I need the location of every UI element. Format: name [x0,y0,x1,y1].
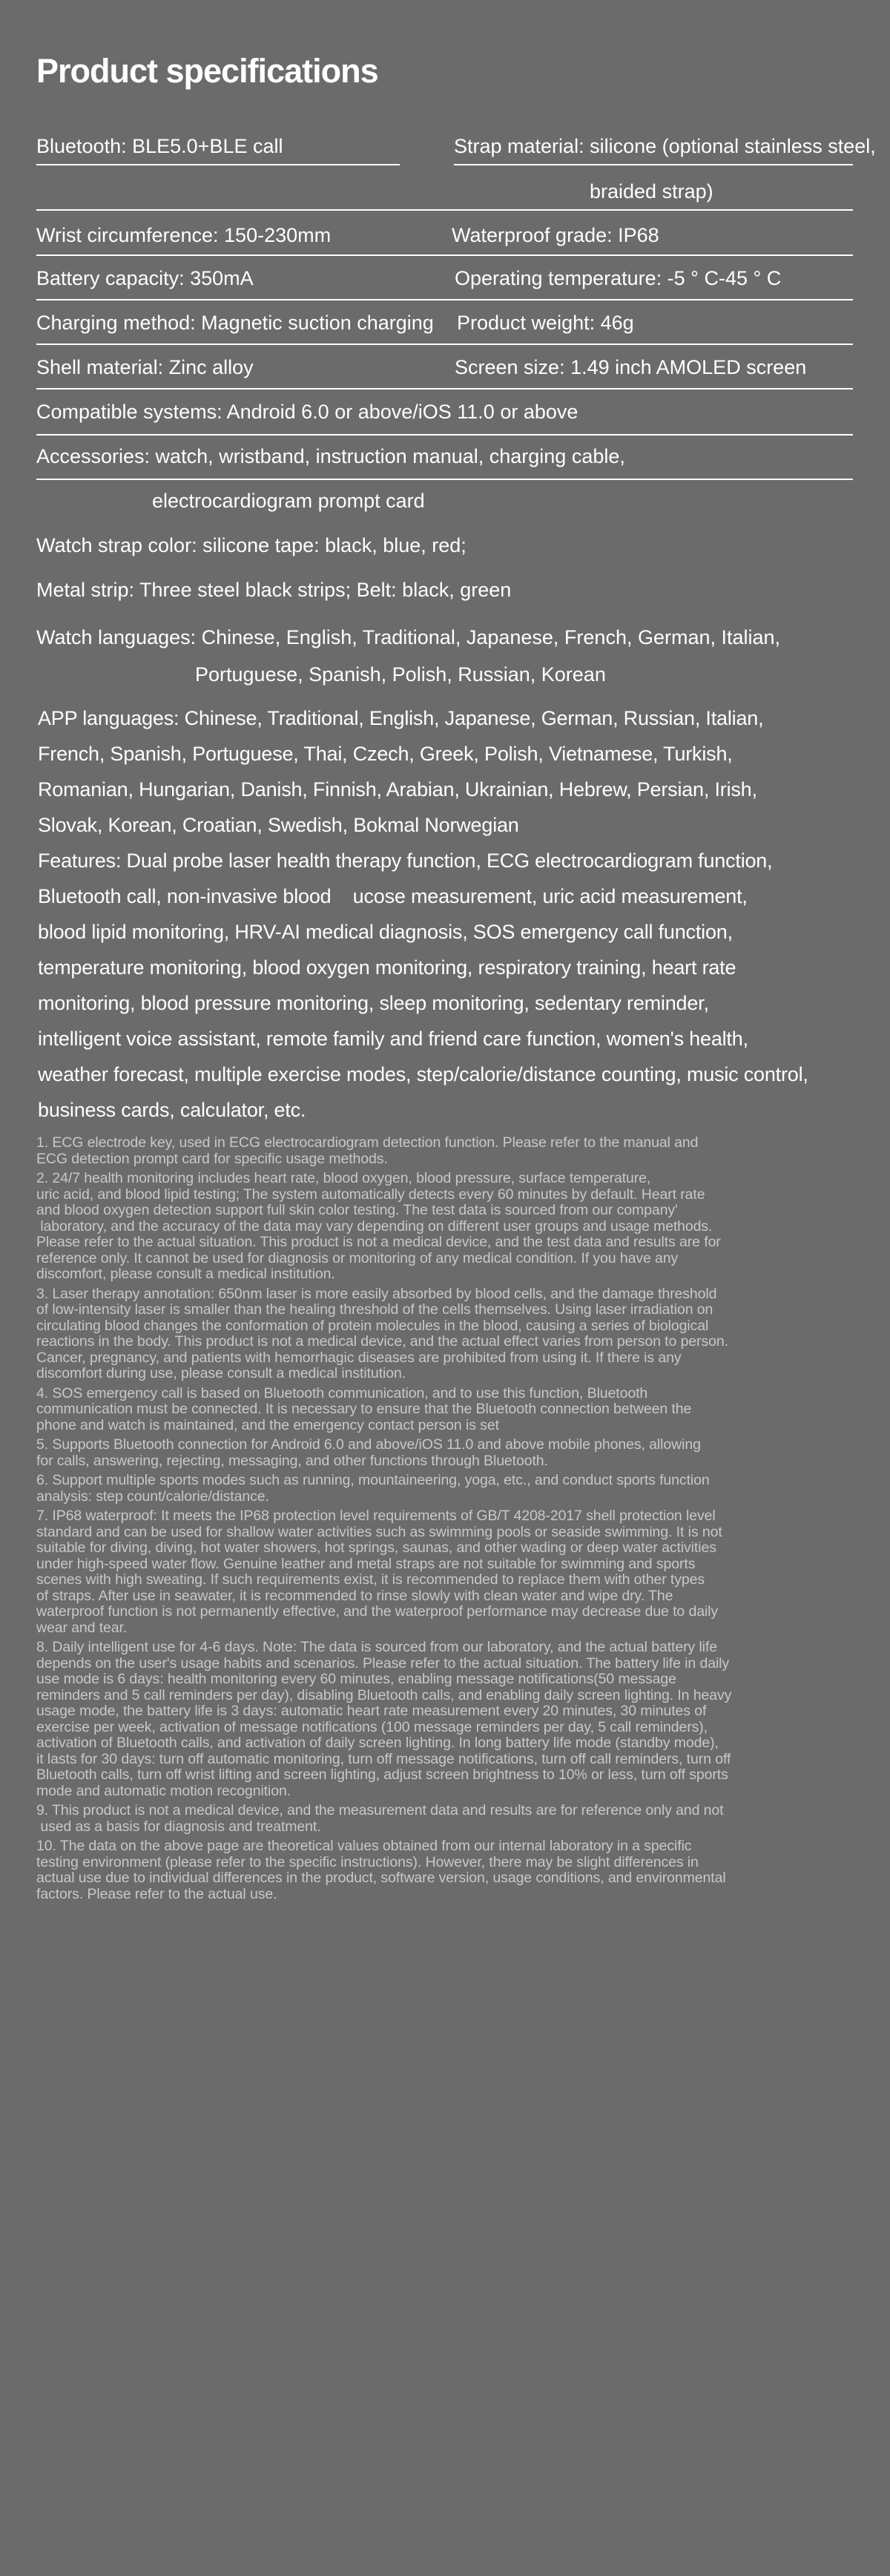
text-line: scenes with high sweating. If such requirements exist, it is recommended to replace them with other types [36,1571,705,1588]
spec-accessories: Accessories: watch, wristband, instruction manual, charging cable, [36,445,625,467]
text-line: discomfort during use, please consult a medical institution. [36,1365,406,1381]
spec-bluetooth: Bluetooth: BLE5.0+BLE call [36,135,283,157]
spec-wrist-circumference: Wrist circumference: 150-230mm [36,224,332,246]
footnote-6 [36,1473,860,1505]
text-line: phone and watch is maintained, and the emergency contact person is set [36,1416,499,1433]
spec-strap-color: Watch strap color: silicone tape: black, blue, red; [36,534,467,556]
text-line: for calls, answering, rejecting, messaging, and other functions through Bluetooth. [36,1452,548,1469]
spec-watch-languages-continued: Portuguese, Spanish, Polish, Russian, Korean [195,663,606,686]
text-line: reactions in the body. This product is not a medical device, and the actual effect varies from person to person. [36,1333,728,1350]
divider [36,164,400,165]
text-line: Bluetooth call, non-invasive blood ucose measurement, uric acid measurement, [38,885,748,907]
text-line: 5. Supports Bluetooth connection for Android 6.0 and above/iOS 11.0 and above mobile phones, allowing [36,1436,701,1453]
footnote-4 [36,1386,860,1434]
spec-product-weight: Product weight: 46g [457,312,634,334]
text-line: discomfort, please consult a medical institution. [36,1266,335,1282]
text-line: circulating blood changes the conformation of protein molecules in the blood, causing a series of biological [36,1317,709,1334]
divider [36,344,853,345]
text-line: waterproof function is not permanently effective, and the waterproof performance may decrease due to daily [36,1603,719,1620]
spec-screen-size: Screen size: 1.49 inch AMOLED screen [455,356,807,378]
footnote-2 [36,1171,860,1283]
text-line: reminders and 5 call reminders per day), disabling Bluetooth calls, and enabling daily screen lighting. In heavy [36,1686,732,1703]
text-line: factors. Please refer to the actual use. [36,1885,277,1902]
text-line: and blood oxygen detection support full skin color testing. The test data is sourced from our company' [36,1202,678,1218]
text-line: used as a basis for diagnosis and treatment. [36,1818,321,1835]
text-line: blood lipid monitoring, HRV-AI medical diagnosis, SOS emergency call function, [38,921,733,943]
text-line: 4. SOS emergency call is based on Bluetooth communication, and to use this function, Bluetooth [36,1384,648,1402]
spec-battery-capacity: Battery capacity: 350mA [36,267,254,289]
spec-features [38,843,854,1128]
text-line: monitoring, blood pressure monitoring, sleep monitoring, sedentary reminder, [38,992,709,1014]
text-line: uric acid, and blood lipid testing; The system automatically detects every 60 minutes by default. Heart rate [36,1186,705,1203]
text-line: 3. Laser therapy annotation: 650nm laser is more easily absorbed by blood cells, and the damage threshold [36,1285,717,1302]
divider [36,209,853,211]
text-line: laboratory, and the accuracy of the data may vary depending on different user groups and usage methods. [36,1218,713,1235]
text-line: ECG detection prompt card for specific usage methods. [36,1150,388,1167]
footnote-1 [36,1135,860,1167]
footnote-5 [36,1437,860,1469]
spec-charging-method: Charging method: Magnetic suction charging [36,312,434,334]
spec-strap-material-continued: braided strap) [590,180,713,203]
text-line: 2. 24/7 health monitoring includes heart rate, blood oxygen, blood pressure, surface temperature, [36,1170,651,1186]
text-line: French, Spanish, Portuguese, Thai, Czech, Greek, Polish, Vietnamese, Turkish, [38,743,733,765]
text-line: temperature monitoring, blood oxygen monitoring, respiratory training, heart rate [38,956,736,979]
divider [36,434,853,436]
spec-operating-temperature: Operating temperature: -5 ° C-45 ° C [455,267,782,289]
text-line: standard and can be used for shallow water activities such as swimming pools or seaside swimming. It is not [36,1523,722,1540]
divider [454,164,853,165]
text-line: testing environment (please refer to the specific instructions). However, there may be slight differences in [36,1853,699,1870]
text-line: depends on the user's usage habits and scenarios. Please refer to the actual situation. The battery life in daily [36,1655,730,1672]
text-line: under high-speed water flow. Genuine leather and metal straps are not suitable for swimming and sports [36,1555,696,1572]
spec-shell-material: Shell material: Zinc alloy [36,356,254,378]
text-line: 7. IP68 waterproof: It meets the IP68 protection level requirements of GB/T 4208-2017 shell protection level [36,1508,716,1524]
text-line: Features: Dual probe laser health therapy function, ECG electrocardiogram function, [38,850,773,872]
divider [36,299,853,300]
text-line: 1. ECG electrode key, used in ECG electrocardiogram detection function. Please refer to the manual and [36,1134,699,1151]
footnote-3 [36,1287,860,1382]
text-line: Cancer, pregnancy, and patients with hemorrhagic diseases are prohibited from using it. If there is any [36,1349,682,1366]
text-line: analysis: step count/calorie/distance. [36,1488,269,1505]
text-line: Romanian, Hungarian, Danish, Finnish, Arabian, Ukrainian, Hebrew, Persian, Irish, [38,778,757,801]
text-line: actual use due to individual differences in the product, software version, usage conditions, and environmental [36,1870,726,1886]
text-line: APP languages: Chinese, Traditional, English, Japanese, German, Russian, Italian, [38,707,764,729]
text-line: communication must be connected. It is necessary to ensure that the Bluetooth connection between the [36,1401,692,1417]
text-line: 6. Support multiple sports modes such as running, mountaineering, yoga, etc., and conduct sports function [36,1472,710,1488]
text-line: suitable for diving, diving, hot water showers, hot springs, saunas, and other wading or deep water activities [36,1540,716,1556]
spec-watch-languages: Watch languages: Chinese, English, Traditional, Japanese, French, German, Italian, [36,626,781,648]
text-line: Bluetooth calls, turn off wrist lifting and screen lighting, adjust screen brightness to 10% or less, turn off sports [36,1767,728,1783]
spec-compatible-systems: Compatible systems: Android 6.0 or above/iOS 11.0 or above [36,401,578,423]
text-line: use mode is 6 days: health monitoring every 60 minutes, enabling message notifications(50 message [36,1671,676,1687]
spec-metal-strip: Metal strip: Three steel black strips; Belt: black, green [36,579,512,601]
text-line: intelligent voice assistant, remote family and friend care function, women's health, [38,1028,748,1050]
footnote-8 [36,1640,860,1799]
text-line: mode and automatic motion recognition. [36,1782,291,1799]
text-line: 10. The data on the above page are theoretical values obtained from our internal laboratory in a specific [36,1838,692,1854]
footnote-9 [36,1803,860,1835]
text-line: exercise per week, activation of message notifications (100 message reminders per day, 5 call reminders), [36,1718,708,1735]
footnotes [36,1135,860,1906]
text-line: of low-intensity laser is smaller than the healing threshold of the cells themselves. Using laser irradiation on [36,1301,713,1318]
text-line: it lasts for 30 days: turn off automatic monitoring, turn off message notifications, turn off call reminders, turn off [36,1750,731,1767]
text-line: of straps. After use in seawater, it is recommended to rinse slowly with clean water and wipe dry. The [36,1587,673,1604]
text-line: weather forecast, multiple exercise modes, step/calorie/distance counting, music control, [38,1063,808,1085]
text-line: 9. This product is not a medical device, and the measurement data and results are for reference only and not [36,1802,724,1818]
text-line: reference only. It cannot be used for diagnosis or monitoring of any medical condition. If you have any [36,1249,679,1266]
text-line: usage mode, the battery life is 3 days: automatic heart rate measurement every 20 minutes, 30 minutes of [36,1703,707,1719]
spec-accessories-continued: electrocardiogram prompt card [152,490,425,512]
footnote-10 [36,1839,860,1902]
divider [36,479,853,480]
spec-app-languages [38,700,854,843]
footnote-7 [36,1508,860,1636]
text-line: Slovak, Korean, Croatian, Swedish, Bokmal Norwegian [38,814,519,836]
spec-strap-material: Strap material: silicone (optional stainless steel, [454,135,876,157]
page-title: Product specifications [36,52,378,90]
text-line: business cards, calculator, etc. [38,1099,306,1121]
spec-waterproof-grade: Waterproof grade: IP68 [452,224,659,246]
text-line: Please refer to the actual situation. This product is not a medical device, and the test data and results are for [36,1234,721,1250]
divider [36,254,853,256]
text-line: activation of Bluetooth calls, and activation of daily screen lighting. In long battery life mode (standby mode), [36,1735,719,1751]
divider [36,388,853,390]
text-line: 8. Daily intelligent use for 4-6 days. Note: The data is sourced from our laboratory, and the actual battery life [36,1639,717,1655]
text-line: wear and tear. [36,1619,128,1636]
